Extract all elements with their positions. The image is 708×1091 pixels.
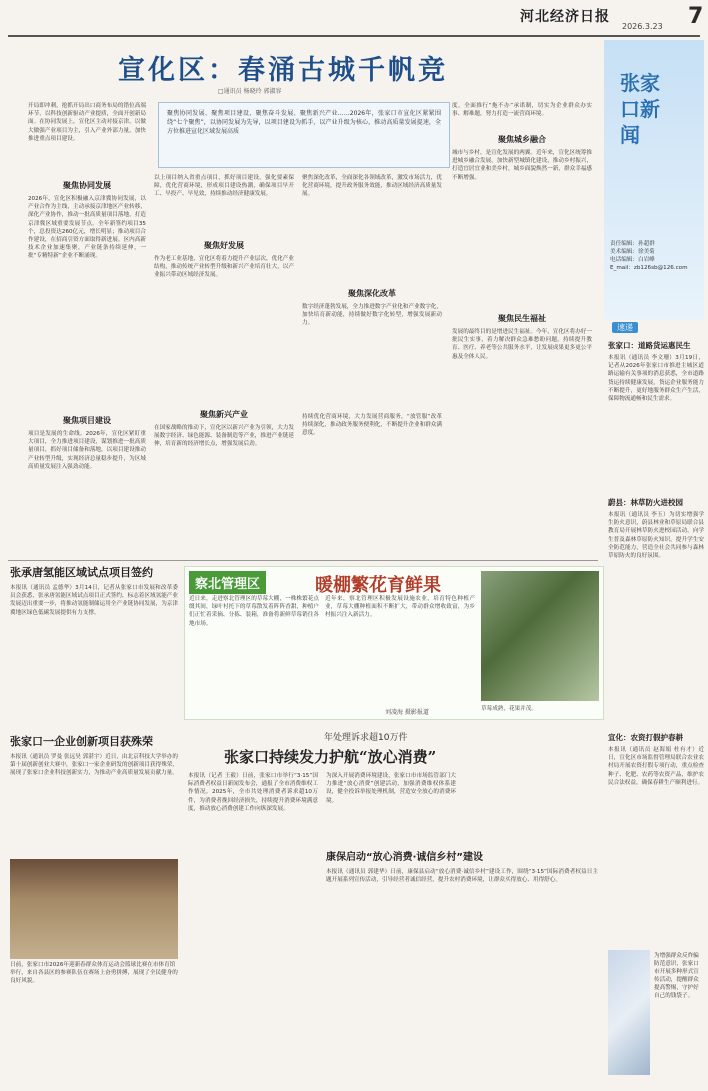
editor-line-3: 电话编辑：白岩峰 [610, 257, 655, 263]
main-title: 宣化区：春涌古城千帆竞 [118, 55, 448, 86]
col4-body-c: 发展的最终目的是增进民生福祉。今年，宣化区将办好一批民生实事，着力解决群众急难愁盼问题，持续提升教育、医疗、养老等公共服务水平，让发展成果更多更公平惠及全体人民。 [452, 329, 592, 360]
main-col-1 [28, 102, 146, 552]
divider-main [8, 560, 598, 561]
main-byline: □通讯员 杨晓玲 郭淑容 [218, 88, 282, 95]
editor-box [610, 240, 702, 320]
consumption-text-a: 本报讯（记者 王毅）日前，张家口市举行“3·15”国际消费者权益日新闻发布会，通报了全市消费维权工作情况。2025年，全市共处理消费者诉求超10万件，为消费者挽回经济损失，持续提升消费环境满意度，推动放心消费创建工作向纵深发展。 [188, 773, 318, 812]
zone-photo [481, 571, 599, 701]
main-col-4 [452, 102, 592, 552]
main-col-2 [154, 174, 294, 554]
col3-body-a: 聚焦深化改革，全面深化各领域改革，激发市场活力，优化营商环境，提升政务服务效能，推动区域经济高质量发展。 [302, 175, 442, 198]
masthead [0, 0, 708, 36]
quick-tag: 速递 [612, 322, 638, 333]
main-col-3 [302, 174, 442, 554]
basketball-photo [10, 859, 178, 959]
masthead-rule [8, 35, 700, 37]
left-lower-column [10, 566, 178, 1066]
sidebar-section-title: 张家口新闻 [620, 71, 660, 147]
section-head-6: 聚焦城乡融合 [498, 135, 546, 144]
section-head-3: 聚焦好发展 [204, 241, 244, 250]
col3-body-b: 数字经济蓬勃发展，全力推进数字产业化和产业数字化，加快培育新动能，持续做好数字化转型，增强发展新动力。 [302, 304, 442, 327]
col1-tail: 项目是发展的生命线。2026年，宣化区紧盯重大项目，全力推进项目建设，谋划推进一批高质量项目，抓好项目储备和落地，以项目建设推动产业转型升级，实现经济总量稳步提升，为区域高质量发展注入强劲动能。 [28, 431, 146, 470]
brief1-title: 张家口：道路货运惠民生 [608, 341, 691, 350]
consumption-headline: 张家口持续发力护航“放心消费” [224, 748, 437, 766]
section-head-4: 聚焦新兴产业 [200, 410, 248, 419]
brief2-text: 本报讯（通讯员 李玉）为切实增强学生防火意识，蔚县林业和草原局联合县教育局开展林草防火进校园活动，向学生普及森林草原防火知识，提升学生安全防范能力，营造全社会共同参与森林草原防火的良好氛围。 [608, 512, 704, 560]
main-story [8, 38, 598, 558]
consumption-text-c: 本报讯（通讯员 郭建华）日前，康保县启动“放心消费·诚信乡村”建设工作，围绕“3·15”国际消费者权益日主题开展系列宣传活动，引导经营者诚信经营，提升农村消费环境，让群众买得放心、用得舒心。 [326, 869, 598, 884]
col4-body-a: 度，全面推行“拖不办”承诺制，切实为企业群众办实事、解难题，努力打造一流营商环境。 [452, 103, 592, 118]
zone-feature [184, 566, 604, 720]
editor-email: E_mail：zb126sb@126.com [610, 265, 688, 271]
story2-text: 本报讯（通讯员 罗曼 张远昊 郭湛宇）近日，由北京科技大学举办的第十届创新创业大赛中，张家口一家企业研发的创新项目获得殊荣，展现了张家口企业科技创新实力，为推动产业高质量发展贡献力量。 [10, 754, 178, 777]
zone-text-a: 近日来，走进察北管理区的草莓大棚，一株株繁花点缀其间，绿叶衬托下的草莓散发着阵阵香甜，种植户们正忙着采摘、分拣、装箱，准备将新鲜草莓销往各地市场。 [189, 596, 319, 627]
lead-text: 聚焦协同发展、聚焦项目建设、聚焦奋斗发展、聚焦新兴产业……2026年，张家口市宣化区紧紧围绕“七个聚焦”，以协同发展为先导，以项目建设为抓手，以产业升级为核心，推动高质量发展提速，全方位推进宣化区域发展高质 [167, 110, 441, 135]
paper-name: 河北经济日报 [520, 9, 610, 25]
brief2-title: 蔚县：林草防火进校园 [608, 498, 683, 507]
story1-text: 本报讯（通讯员 孟德华）3月14日，记者从张家口市发展和改革委员会获悉，张承唐氢能区域试点项目正式签约，标志着区域氢能产业发展迈出重要一步，将推动氢能制储运用全产业链协同发展，为京津冀地区绿色低碳发展提供有力支撑。 [10, 585, 178, 616]
section-head-2: 聚焦项目建设 [63, 416, 111, 425]
lead-box [158, 102, 450, 168]
zone-photo-caption: 草莓成熟，花果并茂。 [481, 706, 537, 712]
sidebar-brief-3 [608, 732, 704, 952]
col2-body-a: 以上项目纳入省重点项目，抓好项目建设，强化要素保障，优化营商环境，形成项目建设热潮，确保项目早开工、早投产、早见效，持续推动经济健康发展。 [154, 175, 294, 198]
editor-line-1: 责任编辑：孙超群 [610, 241, 655, 247]
brief1-text: 本报讯（通讯员 李文珊）3月19日，记者从2026年张家口市推进主城区道路运输有关事项的消息获悉，全市道路货运持续健康发展，货运企业服务能力不断提升，更好地服务群众生产生活，保障物流通畅和民生需求。 [608, 355, 704, 403]
editor-line-2: 美术编辑：徐美菊 [610, 249, 655, 255]
col2-body-b: 作为老工业基地，宣化区将着力提升产业层次，优化产业结构，推动传统产业转型升级和新兴产业培育壮大，以产业振兴带动区域经济发展。 [154, 256, 294, 279]
col1-intro: 开局即冲刺，抢抓开局出口商务布局的错位高端环节，以科技创新驱动产业提质，全面开创新局面。在协同发展上，宣化区主动对接京津，以做大做强产业项目为主，引入产业外部力量，加快推进重点项目建设。 [28, 103, 146, 142]
section-head-1: 聚焦协同发展 [63, 181, 111, 190]
consumption-story [184, 724, 602, 1074]
sidebar-briefs [608, 340, 704, 630]
section-head-5: 聚焦深化改革 [348, 289, 396, 298]
zone-headline: 暖棚繁花育鲜果 [315, 575, 441, 596]
zone-banner: 察北管理区 [189, 571, 266, 594]
consumption-text-b: 为深入开展消费环境建设，张家口市市场监管部门大力推进“放心消费”创建活动，加强消费维权体系建设，健全投诉举报处理机制，营造安全放心的消费环境。 [326, 773, 456, 804]
col1-body: 2026年，宣化区积极融入京津冀协同发展，以产业合作为主线，主动承接京津地区产业转移，深化产业协作，推动一批高质量项目落地，打造京津冀区域重要发展节点。全年新签约项目35个，总投资达260亿元，增长明显；推动项目合作建设，在招商引资方面取得新进展。区内高新技术企业加速集聚，产业链条持续延伸，一批“专精特新”企业不断涌现。 [28, 196, 146, 260]
sidebar-photo-caption: 为增强群众反炸骗防范意识，张家口市开展多种形式宣传活动，提醒群众提高警惕，守护好自己的钱袋子。 [654, 953, 699, 999]
consumption-sub-headline: 康保启动“放心消费·诚信乡村”建设 [326, 852, 483, 863]
story1-title: 张承唐氢能区域试点项目签约 [10, 566, 153, 579]
col2-body-c: 在国家战略的推动下，宣化区以新兴产业为引领，大力发展数字经济、绿色能源、装备制造等产业，推进产业链延伸，培育新的经济增长点，增强发展后劲。 [154, 425, 294, 448]
consumption-kicker: 年处理诉求超10万件 [324, 733, 408, 743]
page-number: 7 [688, 4, 704, 29]
issue-date: 2026.3.23 [622, 22, 663, 31]
sidebar-photo [608, 950, 650, 1075]
section-head-7: 聚焦民生福祉 [498, 314, 546, 323]
zone-text-b: 近年来，察北管理区积极发展设施农业，培育特色种植产业，草莓大棚种植面积不断扩大，带动群众增收致富，为乡村振兴注入新活力。 [325, 596, 475, 619]
col3-body-c: 持续优化营商环境，大力发展营商服务，“放管服”改革持续深化，推动政务服务便利化，不断提升企业和群众满意度。 [302, 414, 442, 437]
col4-body-b: 城市与乡村，是宣化发展的两翼。近年来，宣化区统筹推进城乡融合发展，加快新型城镇化建设，推动乡村振兴，打造宜居宜业和美乡村，城乡面貌焕然一新，群众幸福感不断增强。 [452, 150, 592, 181]
story2-title: 张家口一企业创新项目获殊荣 [10, 735, 153, 748]
basketball-caption: 日前，张家口市2026年迎新春群众体育运动会篮球比赛在市体育馆举行，来自各县区的参赛队伍在赛场上奋勇拼搏，展现了全民健身的良好风貌。 [10, 962, 178, 984]
brief3-text: 本报讯（通讯员 赵海娟 杜有才）近日，宣化区市场监督管理局联合农业农村局开展农资打假专项行动，重点检查种子、化肥、农药等农资产品，维护农民合法权益，确保春耕生产顺利进行。 [608, 747, 704, 786]
zone-byline: 刘凌海 摄影报道 [385, 709, 429, 716]
brief3-title: 宣化：农资打假护春耕 [608, 733, 683, 742]
